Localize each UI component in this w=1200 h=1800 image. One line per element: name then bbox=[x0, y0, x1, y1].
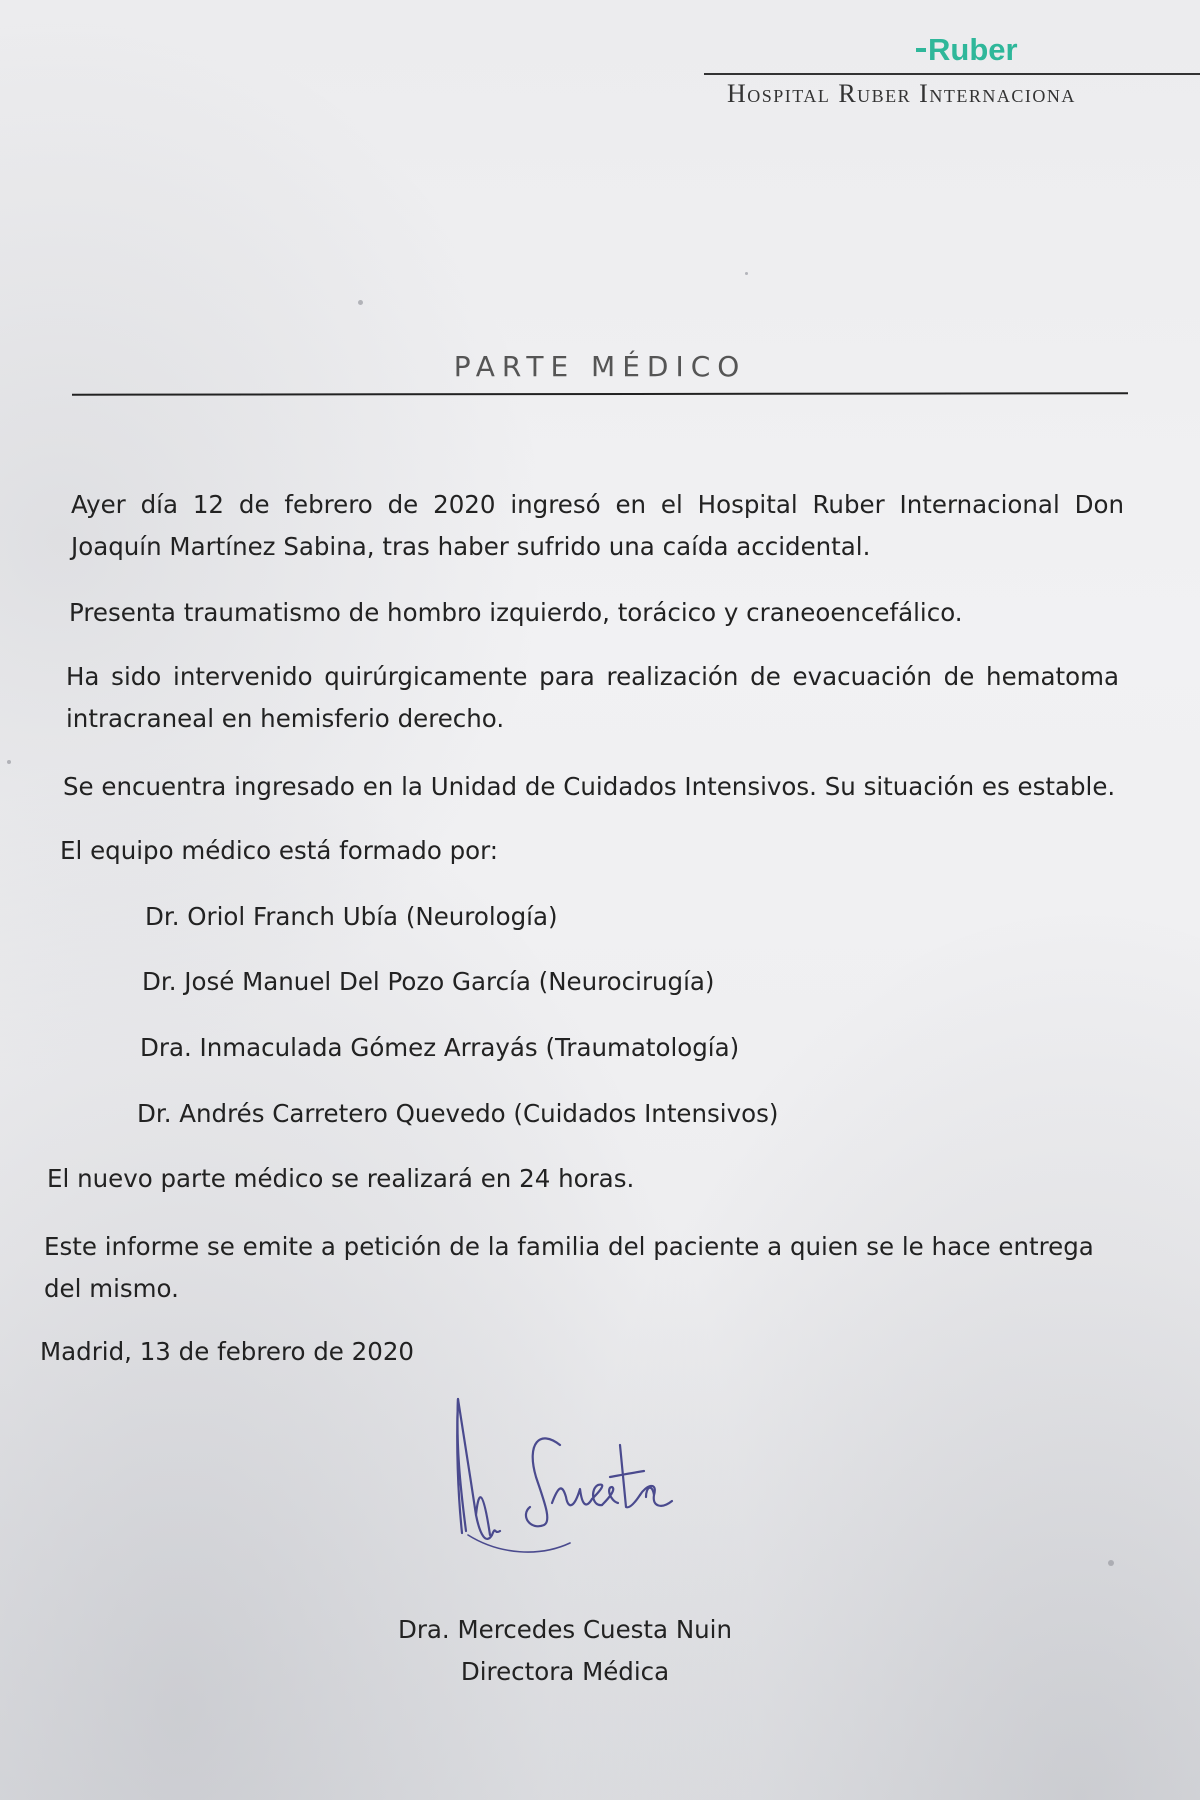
handwritten-signature bbox=[440, 1385, 740, 1565]
paragraph-next-report: El nuevo parte médico se realizará en 24 horas. bbox=[47, 1164, 635, 1193]
team-member: Dr. Oriol Franch Ubía (Neurología) bbox=[145, 902, 558, 931]
paragraph-injuries: Presenta traumatismo de hombro izquierdo, torácico y craneoencefálico. bbox=[69, 598, 963, 627]
team-member: Dra. Inmaculada Gómez Arrayás (Traumatología) bbox=[140, 1033, 740, 1062]
paragraph-request: Este informe se emite a petición de la familia del paciente a quien se le hace entrega del mismo. bbox=[44, 1232, 1094, 1303]
logo-text: Ruber bbox=[928, 32, 1018, 67]
document-title: PARTE MÉDICO bbox=[453, 350, 747, 383]
team-member: Dr. Andrés Carretero Quevedo (Cuidados Intensivos) bbox=[137, 1099, 779, 1128]
paragraph-surgery: Ha sido intervenido quirúrgicamente para realización de evacuación de hematoma intracraneal en hemisferio derecho. bbox=[66, 662, 1119, 733]
signer-name: Dra. Mercedes Cuesta Nuin bbox=[397, 1615, 733, 1644]
place-date: Madrid, 13 de febrero de 2020 bbox=[40, 1337, 415, 1366]
signer-role: Directora Médica bbox=[460, 1657, 670, 1686]
paragraph-status: Se encuentra ingresado en la Unidad de Cuidados Intensivos. Su situación es estable. bbox=[63, 772, 1116, 801]
paragraph-team-intro: El equipo médico está formado por: bbox=[60, 836, 499, 865]
team-member: Dr. José Manuel Del Pozo García (Neurocirugía) bbox=[142, 967, 715, 996]
paragraph-admission: Ayer día 12 de febrero de 2020 ingresó en el Hospital Ruber Internacional Don Joaquín Martínez Sabina, tras haber sufrido una caída accidental. bbox=[71, 490, 1124, 561]
hospital-name: Hospital Ruber Internaciona bbox=[727, 79, 1076, 108]
